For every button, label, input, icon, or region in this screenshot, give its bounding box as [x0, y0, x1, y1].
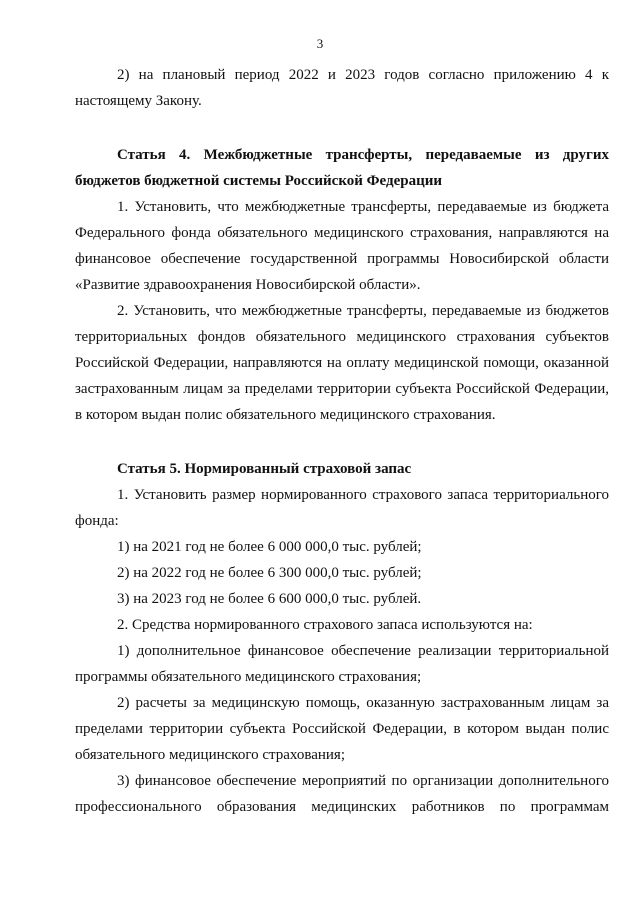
article-4-heading: Статья 4. Межбюджетные трансферты, передаваемые из других	[117, 147, 609, 163]
article-5-heading: Статья 5. Нормированный страховой запас	[117, 461, 412, 477]
list-item: 1) дополнительное финансовое обеспечение реализации территориальной	[117, 643, 609, 659]
text-line: Российской Федерации, направляются на оплату медицинской помощи, оказанной	[75, 355, 609, 371]
text-line: в котором выдан полис обязательного медицинского страхования.	[75, 407, 496, 423]
text-line: Федерального фонда обязательного медицинского страхования, направляются на	[75, 225, 609, 241]
text-line: 2) на плановый период 2022 и 2023 годов согласно приложению 4 к	[117, 67, 609, 83]
list-item: 2) расчеты за медицинскую помощь, оказанную застрахованным лицам за	[117, 695, 609, 711]
list-item: 3) на 2023 год не более 6 600 000,0 тыс. рублей.	[117, 591, 422, 607]
text-line: настоящему Закону.	[75, 93, 202, 109]
article-4-heading-cont: бюджетов бюджетной системы Российской Федерации	[75, 173, 443, 189]
text-line: 2. Установить, что межбюджетные трансферты, передаваемые из бюджетов	[117, 303, 609, 319]
text-line: пределами территории субъекта Российской Федерации, в котором выдан полис	[75, 721, 609, 737]
text-line: «Развитие здравоохранения Новосибирской области».	[75, 277, 421, 293]
text-line: обязательного медицинского страхования;	[75, 747, 345, 763]
list-item: 2) на 2022 год не более 6 300 000,0 тыс. рублей;	[117, 565, 422, 581]
text-line: профессионального образования медицинских работников по программам	[75, 799, 609, 815]
text-line: 2. Средства нормированного страхового запаса используются на:	[117, 617, 533, 633]
text-line: 1. Установить, что межбюджетные трансферты, передаваемые из бюджета	[117, 199, 609, 215]
text-line: программы обязательного медицинского страхования;	[75, 669, 422, 685]
list-item: 3) финансовое обеспечение мероприятий по организации дополнительного	[117, 773, 609, 789]
text-line: застрахованным лицам за пределами территории субъекта Российской Федерации,	[75, 381, 609, 397]
text-line: финансовое обеспечение государственной программы Новосибирской области	[75, 251, 609, 267]
text-line: 1. Установить размер нормированного страхового запаса территориального	[117, 487, 609, 503]
page-number: 3	[316, 36, 324, 51]
text-line: территориальных фондов обязательного медицинского страхования субъектов	[75, 329, 609, 345]
text-line: фонда:	[75, 513, 119, 529]
list-item: 1) на 2021 год не более 6 000 000,0 тыс. рублей;	[117, 539, 422, 555]
